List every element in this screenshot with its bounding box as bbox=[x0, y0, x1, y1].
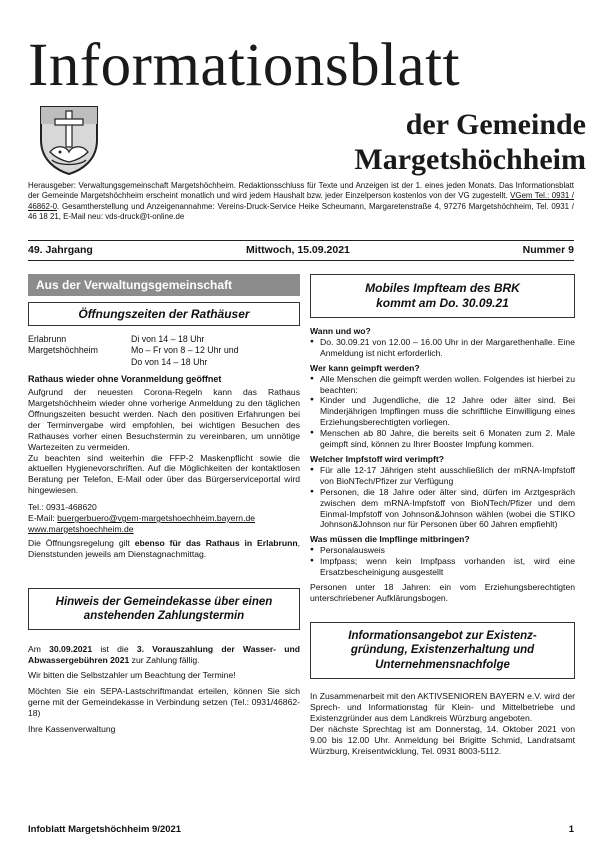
kasse-p1-item: 3. Vorauszahlung der Wasser- und Abwassergebühren 2021 bbox=[28, 643, 300, 665]
impf-q1: Wann und wo? bbox=[310, 326, 371, 336]
note-post: , Dienststunden jeweils am Dienstagnachmittag. bbox=[28, 537, 300, 559]
impf-q2: Wer kann geimpft werden? bbox=[310, 362, 420, 373]
list-item: ● Impfpass; wenn kein Impfpass vorhanden ist, wird eine Ersatzbescheinigung ausgestellt bbox=[310, 556, 575, 578]
hours-row bbox=[28, 357, 300, 368]
footer-title: Infoblatt Margetshöchheim 9/2021 bbox=[28, 824, 182, 835]
impf-closing: Personen unter 18 Jahren: ein vom Erziehungsberechtigten unterschriebener Aufklärungsbogen. bbox=[310, 581, 575, 603]
page-footer bbox=[28, 824, 574, 835]
rathaus-email-line bbox=[28, 513, 300, 524]
issue-bar bbox=[28, 244, 574, 258]
hours-row bbox=[28, 345, 300, 356]
kasse-p1-c: ist die bbox=[92, 643, 137, 654]
publisher-info bbox=[28, 181, 574, 223]
left-column bbox=[28, 274, 300, 735]
impf-heading bbox=[310, 274, 575, 318]
existenz-heading-line1: Informationsangebot zur Existenz- bbox=[348, 629, 537, 642]
impf-heading-line1: Mobiles Impfteam des BRK bbox=[365, 281, 520, 295]
issue-number: Nummer 9 bbox=[522, 244, 574, 256]
kasse-para3: Möchten Sie ein SEPA-Lastschriftmandat erteilen, können Sie sich gerne mit der Gemeindekasse in Verbindung setzen (Tel.: 0931/46862-18) bbox=[28, 686, 300, 719]
hours-place: Margetshöchheim bbox=[28, 345, 98, 356]
kasse-p1-date: 30.09.2021 bbox=[49, 643, 93, 654]
list-item: ● Für alle 12-17 Jährigen steht ausschließlich der mRNA-Impfstoff von BioNTech/Pfizer zur Verfügung bbox=[310, 465, 575, 487]
existenz-para2: Der nächste Sprechtag ist am Donnerstag, 14. Oktober 2021 von 9.00 bis 12.00 Uhr. Anmeldung bei Brigitte Schmid, Landratsamt Würzburg, Kreisentwicklung, Tel. 0931 8003-5112. bbox=[310, 723, 575, 756]
publisher-text-1: Herausgeber: Verwaltungsgemeinschaft Margetshöchheim. Redaktionsschluss für Texte und Anzeigen ist der 1. eines jeden Monats. Das Informationsblatt der Gemeinde Margetshöchheim erscheint monatlich und wird jedem Haushalt bzw. jeder Einzelperson kostenlos von der VG zugestellt. bbox=[28, 181, 574, 201]
publisher-text-2: . Gesamtherstellung und Anzeigenannahme: Vereins-Druck-Service Heike Scheumann, Margaretenstraße 4, 97276 Margetshöchheim, Tel. 0931 / 46 18 21, E-Mail neu: vds-druck@t-online.de bbox=[28, 201, 574, 222]
hours-place: Erlabrunn bbox=[28, 334, 67, 344]
right-column bbox=[310, 274, 575, 757]
existenz-heading bbox=[310, 622, 575, 680]
kasse-p1-e: zur Zahlung fällig. bbox=[129, 654, 200, 665]
list-item: ● Alle Menschen die geimpft werden wollen. Folgendes ist hierbei zu beachten: bbox=[310, 374, 575, 396]
kasse-p1-a: Am bbox=[28, 643, 50, 654]
hours-time: Do von 14 – 18 Uhr bbox=[131, 356, 208, 367]
list-item: ● Kinder und Jugendliche, die 12 Jahre oder älter sind. Bei Minderjährigen Impflingen muss die schriftliche Einwilligung eines Erziehungsberechtigten vorliegen. bbox=[310, 395, 575, 428]
note-pre: Die Öffnungsregelung gilt bbox=[28, 537, 135, 548]
page-number: 1 bbox=[568, 824, 574, 835]
hours-time: Mo – Fr von 8 – 12 Uhr und bbox=[131, 345, 239, 356]
issue-date: Mittwoch, 15.09.2021 bbox=[246, 244, 350, 256]
impf-a1: ● Do. 30.09.21 von 12.00 – 16.00 Uhr in der Margarethenhalle. Eine Anmeldung ist nicht erforderlich. bbox=[310, 337, 575, 359]
kasse-heading: Hinweis der Gemeindekasse über einen anstehenden Zahlungstermin bbox=[28, 588, 300, 630]
existenz-para1: In Zusammenarbeit mit den AKTIVSENIOREN BAYERN e.V. wird der Sprech- und Informationstag für Klein- und Mittelbetriebe und Existenzgründer aus dem Landkreis Würzburg angeboten. bbox=[310, 691, 575, 724]
list-item: ● Menschen ab 80 Jahre, die bereits seit 6 Monaten zum 2. Male geimpft sind, können zu Ihrer Booster Impfung kommen. bbox=[310, 428, 575, 450]
bottom-rule bbox=[28, 260, 574, 261]
rathaus-note bbox=[28, 538, 300, 560]
rathaus-subheading: Rathaus wieder ohne Voranmeldung geöffnet bbox=[28, 374, 222, 385]
impf-heading-line2: kommt am Do. 30.09.21 bbox=[376, 296, 509, 310]
rathaus-para1: Aufgrund der neuesten Corona-Regeln kann das Rathaus Margetshöchheim wieder ohne vorherige Anmeldung zu den täglichen Öffnungszeiten besucht werden. Nach den positiven Erfahrungen bei der Terminvergabe wird empfohlen, bei wichtigen Besuchen des Rathauses vorher einen Besuchstermin zu vereinbaren, um unnötige Wartezeiten zu vermeiden. bbox=[28, 387, 300, 452]
opening-hours bbox=[28, 334, 300, 368]
hours-time: Di von 14 – 18 Uhr bbox=[131, 334, 205, 344]
hours-row bbox=[28, 334, 300, 345]
list-item: ● Personalausweis bbox=[310, 545, 575, 556]
coat-of-arms-icon bbox=[38, 104, 100, 176]
impf-q3: Welcher Impfstoff wird verimpft? bbox=[310, 453, 445, 464]
rathaus-heading: Öffnungszeiten der Rathäuser bbox=[28, 302, 300, 326]
kasse-para1 bbox=[28, 644, 300, 666]
top-rule bbox=[28, 240, 574, 241]
masthead-title: Informationsblatt bbox=[28, 32, 461, 99]
section-banner: Aus der Verwaltungsgemeinschaft bbox=[28, 274, 300, 296]
rathaus-para2: Zu beachten sind weiterhin die FFP-2 Maskenpflicht sowie die aktuellen Hygienevorschriften. Auf die Möglichkeiten der kontaktlosen Beratung per Telefon, E-Mail oder über das Bürgerserviceportal wird hingewiesen. bbox=[28, 452, 300, 496]
existenz-heading-line2: gründung, Existenzerhaltung und bbox=[350, 644, 535, 657]
kasse-para2: Wir bitten die Selbstzahler um Beachtung der Termine! bbox=[28, 670, 236, 681]
rathaus-tel: Tel.: 0931-468620 bbox=[28, 502, 97, 513]
existenz-heading-line3: Unternehmensnachfolge bbox=[375, 658, 510, 671]
impf-q4: Was müssen die Impflinge mitbringen? bbox=[310, 534, 470, 545]
kasse-signature: Ihre Kassenverwaltung bbox=[28, 724, 116, 735]
website-link[interactable]: www.margetshoechheim.de bbox=[28, 523, 134, 534]
masthead-subtitle-line2: Margetshöchheim bbox=[354, 143, 586, 176]
email-link[interactable]: buergerbuero@vgem-margetshoechheim.bayern.de bbox=[57, 513, 256, 524]
note-bold: ebenso für das Rathaus in Erlabrunn bbox=[134, 537, 298, 548]
issue-jahrgang: 49. Jahrgang bbox=[28, 244, 93, 256]
rathaus-web-line bbox=[28, 524, 300, 535]
masthead-subtitle-line1: der Gemeinde bbox=[405, 108, 586, 141]
list-item: ● Personen, die 18 Jahre oder älter sind, dürfen im Arztgespräch zwischen dem mRNA-Impfstoff von BioNTech/Pfizer und dem Einmal-Impfstoff von Johnson&Johnson wählen (wobei die STIKO Johnson&Johnson nur für Personen über 60 Jahren empfiehlt) bbox=[310, 487, 575, 531]
vgem-phone: VGem Tel.: 0931 / 46862-0 bbox=[28, 191, 574, 211]
email-label: E-Mail: bbox=[28, 513, 58, 524]
